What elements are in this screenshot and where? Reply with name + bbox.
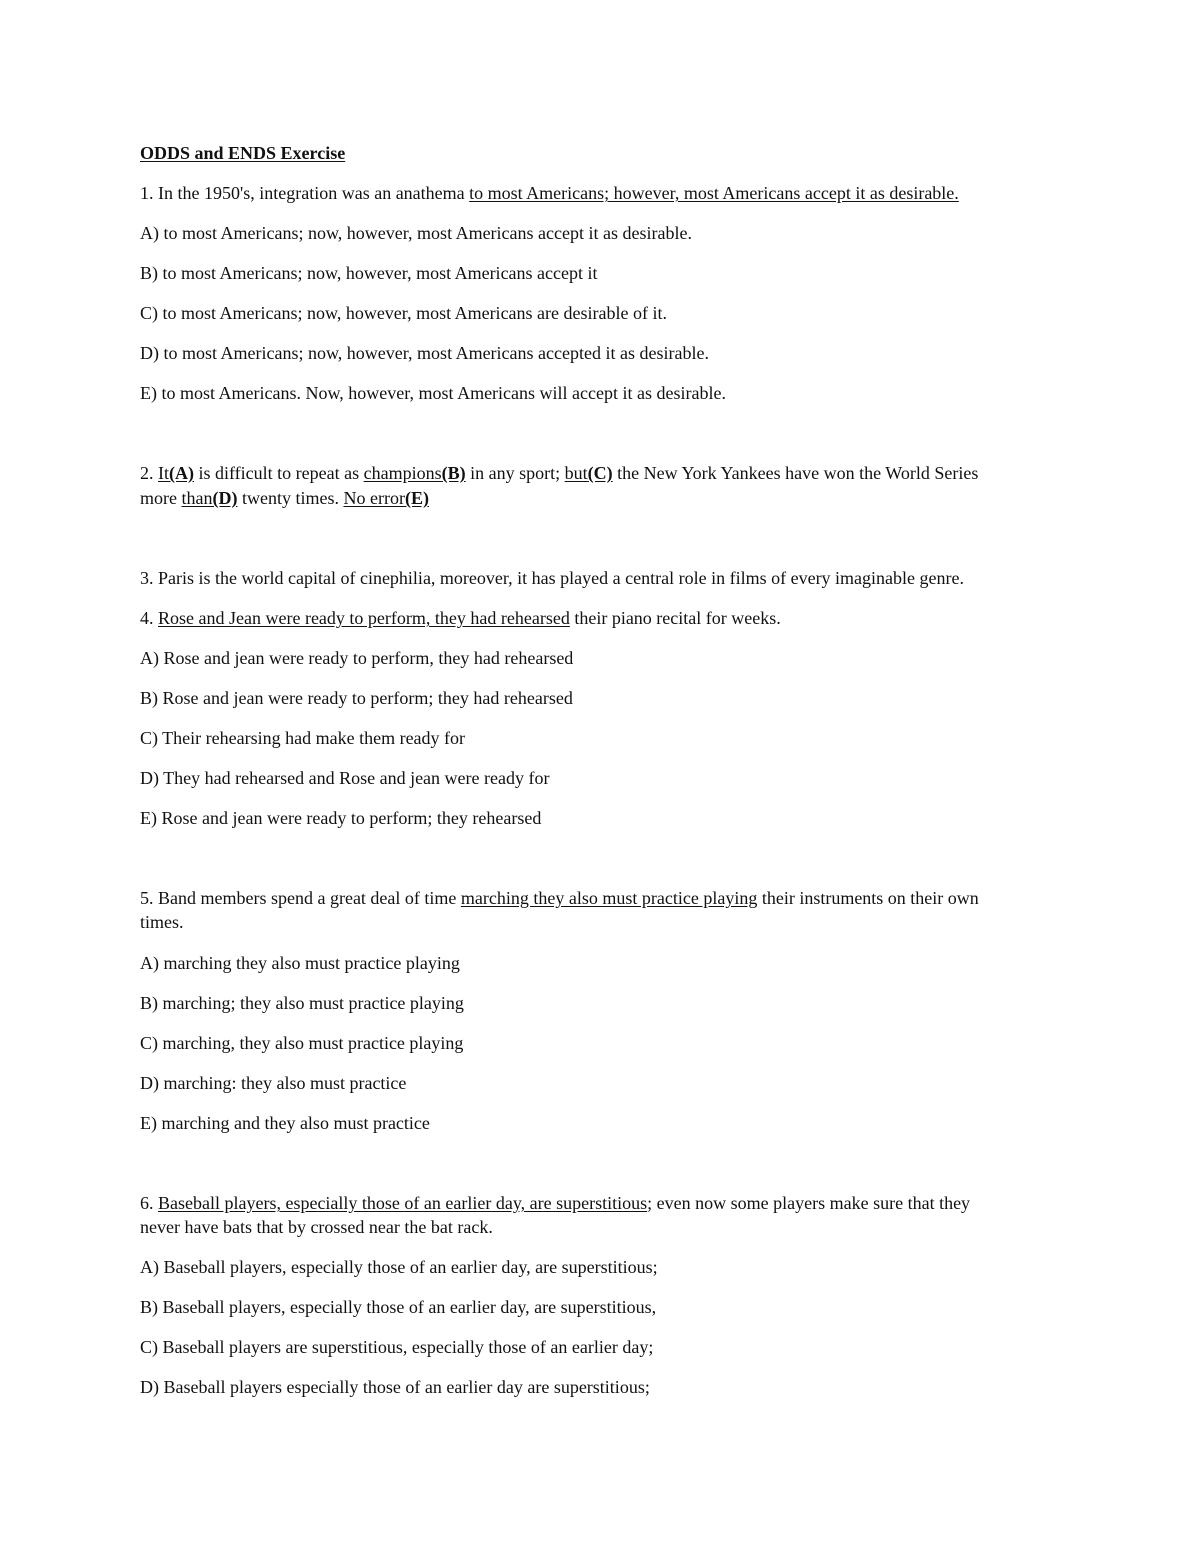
question-5-option-c: C) marching, they also must practice playing	[140, 1033, 464, 1053]
question-4-option-c: C) Their rehearsing had make them ready for	[140, 728, 466, 748]
question-3-stem: 3. Paris is the world capital of cinephilia, moreover, it has played a central role in films of every imaginable genre.	[140, 568, 965, 588]
question-5-underlined: marching they also must practice playing	[460, 888, 758, 908]
question-6-underlined: Baseball players, especially those of an earlier day, are superstitious	[158, 1193, 648, 1213]
question-2-stem-line-2	[140, 486, 1070, 510]
question-2-tag-d: (D)	[212, 488, 238, 508]
question-2-text: in any sport;	[465, 463, 565, 483]
question-4-suffix: their piano recital for weeks.	[569, 608, 781, 628]
page-title: ODDS and ENDS Exercise	[140, 143, 346, 163]
question-6-option-a: A) Baseball players, especially those of an earlier day, are superstitious;	[140, 1257, 658, 1277]
question-1-prefix: 1. In the 1950's, integration was an anathema	[140, 183, 470, 203]
question-5-option-d: D) marching: they also must practice	[140, 1073, 407, 1093]
question-4-underlined: Rose and Jean were ready to perform, they had rehearsed	[158, 608, 570, 628]
question-2-stem-line-1	[140, 461, 1070, 485]
question-1-stem	[140, 181, 1070, 205]
question-4-option-a: A) Rose and jean were ready to perform, they had rehearsed	[140, 648, 574, 668]
question-2-segment-it: It	[158, 463, 169, 483]
question-4-option-d: D) They had rehearsed and Rose and jean were ready for	[140, 768, 550, 788]
question-4-option-e: E) Rose and jean were ready to perform; they rehearsed	[140, 808, 542, 828]
question-5-prefix: 5. Band members spend a great deal of time	[140, 888, 461, 908]
question-5-option-e: E) marching and they also must practice	[140, 1113, 430, 1133]
question-6-stem-line-1	[140, 1191, 1070, 1215]
question-2-segment-but: but	[564, 463, 588, 483]
question-6-prefix: 6.	[140, 1193, 158, 1213]
question-2-segment-than: than	[181, 488, 213, 508]
question-1-option-c: C) to most Americans; now, however, most Americans are desirable of it.	[140, 303, 667, 323]
question-2-segment-champions: champions	[363, 463, 442, 483]
question-5-stem-line-1	[140, 886, 1070, 910]
question-6-suffix: ; even now some players make sure that they	[647, 1193, 971, 1213]
question-1-underlined: to most Americans; however, most Americans accept it as desirable.	[469, 183, 959, 203]
question-1-option-a: A) to most Americans; now, however, most Americans accept it as desirable.	[140, 223, 692, 243]
question-2-text: is difficult to repeat as	[194, 463, 364, 483]
question-2-tag-c: (C)	[587, 463, 613, 483]
question-2-text: twenty times.	[237, 488, 344, 508]
question-5-suffix: their instruments on their own	[757, 888, 979, 908]
question-1-option-b: B) to most Americans; now, however, most Americans accept it	[140, 263, 598, 283]
question-5-option-a: A) marching they also must practice playing	[140, 953, 460, 973]
question-2-segment-no-error: No error	[343, 488, 405, 508]
question-6-option-b: B) Baseball players, especially those of an earlier day, are superstitious,	[140, 1297, 657, 1317]
question-1-option-d: D) to most Americans; now, however, most Americans accepted it as desirable.	[140, 343, 709, 363]
question-4-option-b: B) Rose and jean were ready to perform; they had rehearsed	[140, 688, 573, 708]
question-2-tag-e: (E)	[404, 488, 429, 508]
question-6-option-c: C) Baseball players are superstitious, especially those of an earlier day;	[140, 1337, 654, 1357]
question-2-number: 2.	[140, 463, 158, 483]
question-5-stem-line-2: times.	[140, 912, 184, 932]
question-2-tag-b: (B)	[441, 463, 466, 483]
question-1-option-e: E) to most Americans. Now, however, most Americans will accept it as desirable.	[140, 383, 726, 403]
question-4-stem	[140, 606, 1070, 630]
question-2-text: the New York Yankees have won the World Series	[612, 463, 979, 483]
question-5-option-b: B) marching; they also must practice playing	[140, 993, 464, 1013]
question-6-option-d: D) Baseball players especially those of an earlier day are superstitious;	[140, 1377, 650, 1397]
question-6-stem-line-2: never have bats that by crossed near the bat rack.	[140, 1217, 493, 1237]
question-4-prefix: 4.	[140, 608, 158, 628]
question-2-text: more	[140, 488, 182, 508]
question-2-tag-a: (A)	[169, 463, 194, 483]
